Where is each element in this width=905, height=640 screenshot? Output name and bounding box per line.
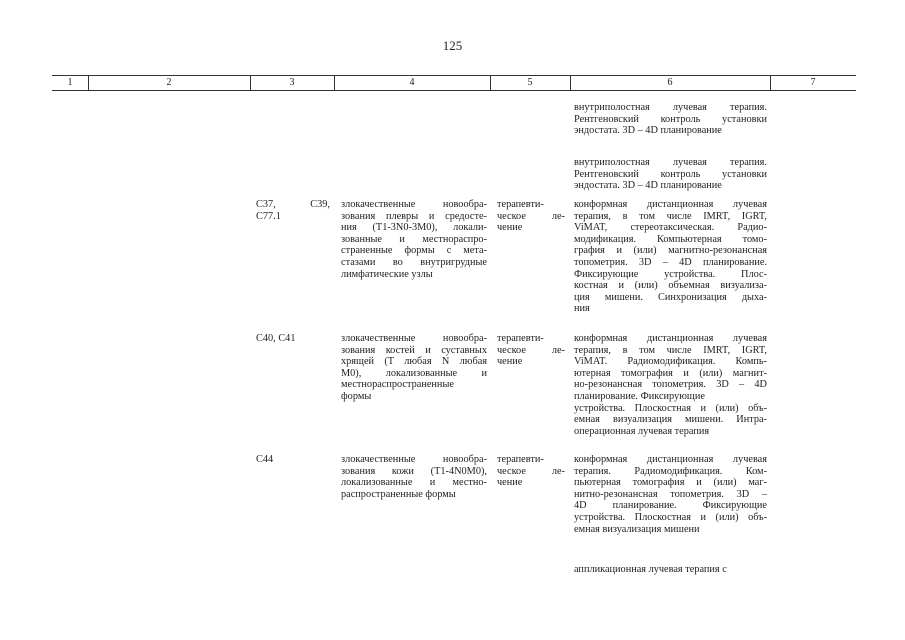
- text-line: чение: [497, 356, 523, 368]
- block-2-icd-codes: [256, 199, 330, 222]
- text-line: стазами во внутригрудные: [341, 256, 487, 268]
- text-line: ютерная томография и (или) магнит-: [574, 367, 767, 379]
- text-line: лимфатические узлы: [341, 268, 433, 280]
- text-line: чение: [497, 222, 523, 234]
- text-line: злокачественные новообра-: [341, 454, 487, 465]
- text-line: пьютерная томография и (или) маг-: [574, 477, 767, 489]
- text-line: устройства. Плоскостная и (или) объ-: [574, 511, 767, 523]
- block-5-treatment-method: [574, 564, 767, 576]
- text-line: C37, C39,: [256, 199, 330, 210]
- header-col-1: 1: [67, 77, 73, 88]
- text-line: злокачественные новообра-: [341, 333, 487, 344]
- text-line: костная и (или) объемная визуализа-: [574, 280, 767, 292]
- text-line: локализованные и местно-: [341, 477, 487, 489]
- text-line: 4D планирование. Фиксирующие: [574, 500, 767, 512]
- header-col-3: 3: [289, 77, 295, 88]
- text-line: злокачественные новообра-: [341, 199, 487, 210]
- text-line: конформная дистанционная лучевая: [574, 199, 767, 210]
- text-line: топометрия. 3D – 4D планирование.: [574, 256, 767, 268]
- text-line: терапевти-: [497, 454, 544, 465]
- header-col-2: 2: [166, 77, 172, 88]
- block-2-treatment-type: [497, 199, 565, 234]
- text-line: терапия, в том числе IMRT, IGRT,: [574, 210, 767, 222]
- text-line: операционная лучевая терапия: [574, 425, 710, 437]
- text-line: терапия. Радиомодификация. Ком-: [574, 465, 767, 477]
- page-number: 125: [442, 38, 463, 53]
- text-line: терапия, в том числе IMRT, IGRT,: [574, 344, 767, 356]
- text-line: Рентгеновский контроль установки: [574, 168, 767, 180]
- block-0-treatment-method: [574, 102, 767, 137]
- text-line: C40, C41: [256, 333, 296, 344]
- text-line: ния (T1-3N0-3M0), локали-: [341, 222, 487, 234]
- text-line: M0), локализованные и: [341, 367, 487, 379]
- block-2-treatment-method: [574, 199, 767, 315]
- block-1-treatment-method: [574, 157, 767, 192]
- text-line: емная визуализация мишени. Интра-: [574, 414, 767, 426]
- text-line: модификация. Компьютерная томо-: [574, 233, 767, 245]
- block-4-diagnosis: [341, 454, 487, 500]
- text-line: конформная дистанционная лучевая: [574, 333, 767, 344]
- text-line: ция мишени. Синхронизация дыха-: [574, 291, 767, 303]
- text-line: эндостата. 3D – 4D планирование: [574, 125, 722, 137]
- header-col-4: 4: [409, 77, 415, 88]
- text-line: хрящей (T любая N любая: [341, 356, 487, 368]
- text-line: ческое ле-: [497, 344, 565, 356]
- block-2-diagnosis: [341, 199, 487, 280]
- text-line: Рентгеновский контроль установки: [574, 113, 767, 125]
- text-line: зованные и местнораспро-: [341, 233, 487, 245]
- text-line: страненные формы с мета-: [341, 245, 487, 257]
- text-line: C44: [256, 454, 274, 465]
- text-line: конформная дистанционная лучевая: [574, 454, 767, 465]
- text-line: емная визуализация мишени: [574, 523, 700, 535]
- header-col-6: 6: [667, 77, 673, 88]
- block-4-treatment-type: [497, 454, 565, 489]
- text-line: аппликационная лучевая терапия с: [574, 564, 727, 575]
- text-line: внутриполостная лучевая терапия.: [574, 157, 767, 168]
- text-line: формы: [341, 390, 372, 402]
- text-line: Фиксирующие устройства. Плос-: [574, 268, 767, 280]
- text-line: ViMAT, стереотаксическая. Радио-: [574, 222, 767, 234]
- block-3-icd-codes: [256, 333, 330, 345]
- text-line: внутриполостная лучевая терапия.: [574, 102, 767, 113]
- header-col-5: 5: [527, 77, 533, 88]
- header-col-7: 7: [810, 77, 816, 88]
- text-line: устройства. Плоскостная и (или) объ-: [574, 402, 767, 414]
- text-line: C77.1: [256, 210, 281, 222]
- block-3-diagnosis: [341, 333, 487, 403]
- text-line: зования кожи (T1-4N0M0),: [341, 465, 487, 477]
- text-line: ния: [574, 303, 590, 315]
- text-line: распространенные формы: [341, 488, 456, 500]
- text-line: эндостата. 3D – 4D планирование: [574, 180, 722, 192]
- text-line: ViMAT. Радиомодификация. Компь-: [574, 356, 767, 368]
- text-line: терапевти-: [497, 333, 544, 344]
- block-3-treatment-method: [574, 333, 767, 437]
- text-line: графия и (или) магнитно-резонансная: [574, 245, 767, 257]
- table-header-row: [52, 75, 856, 91]
- text-line: ческое ле-: [497, 465, 565, 477]
- text-line: чение: [497, 477, 523, 489]
- text-line: местнораспространенные: [341, 379, 454, 391]
- text-line: планирование. Фиксирующие: [574, 390, 705, 402]
- text-line: зования плевры и средосте-: [341, 210, 487, 222]
- text-line: ческое ле-: [497, 210, 565, 222]
- text-line: но-резонансная топометрия. 3D – 4D: [574, 379, 767, 391]
- text-line: зования костей и суставных: [341, 344, 487, 356]
- text-line: терапевти-: [497, 199, 544, 210]
- block-4-icd-codes: [256, 454, 330, 466]
- text-line: нитно-резонансная топометрия. 3D –: [574, 488, 767, 500]
- block-3-treatment-type: [497, 333, 565, 368]
- block-4-treatment-method: [574, 454, 767, 535]
